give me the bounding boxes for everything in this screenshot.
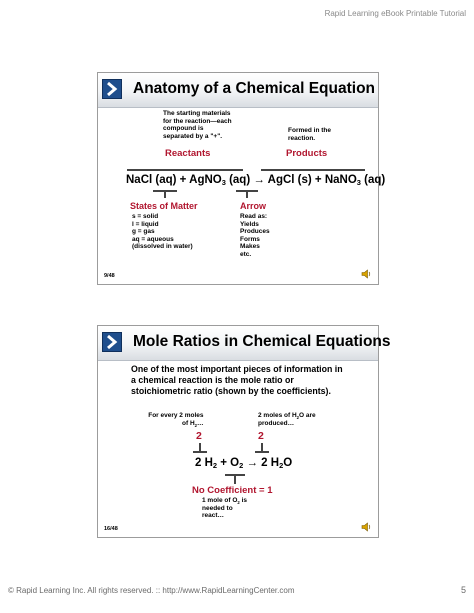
arrow-symbol: → [243,457,262,469]
eq-part: NaCl (aq) + AgNO [126,174,222,186]
footer-page-number: 5 [460,585,466,595]
slide-title: Anatomy of a Chemical Equation [133,80,376,97]
list-item: l = liquid [132,220,159,228]
slide-anatomy [97,72,386,285]
chemical-equation [126,174,385,186]
reactants-label: Reactants [165,148,211,159]
right-pointer-bar [255,451,269,453]
slide-body-text [131,364,343,397]
note-line [258,412,316,420]
list-item: Produces [240,228,270,235]
body-line: stoichiometric ratio (shown by the coefficients). [131,386,331,396]
list-item: Read as: [240,213,268,220]
list-item: etc. [240,250,252,258]
reactants-bracket [127,169,243,171]
note-line: react… [202,512,225,519]
no-coefficient-note [202,497,247,520]
eq-subscript: 2 [212,461,218,470]
eq-subscript: 3 [356,178,361,187]
note-text: 2 moles of H [258,412,297,419]
reactants-note [163,110,232,140]
slide-title-bar [98,326,391,361]
right-note [258,412,316,427]
eq-part: + O [217,457,240,469]
note-text: of H [182,419,195,427]
note-line: Formed in the [288,127,331,134]
eq-part: 2 H [195,457,213,469]
chevron-right-icon [102,332,122,352]
states-list [132,213,193,251]
slide-title: Mole Ratios in Chemical Equations [133,333,391,350]
body-line: a chemical reaction is the mole ratio or [131,375,294,385]
eq-part: (aq) [225,174,254,186]
products-label: Products [286,148,328,159]
list-item: aq = aqueous [132,235,174,243]
note-line: produced… [258,419,295,427]
products-note [288,127,331,142]
eq-part: 2 H [261,457,280,469]
chevron-right-icon [102,79,122,99]
arrow-list [240,213,270,258]
arrow-pointer-stem [246,190,248,198]
note-line: needed to [202,504,233,512]
mole-equation [195,457,292,469]
note-text: … [197,419,204,427]
note-line [202,497,247,505]
arrow-label: Arrow [240,201,267,211]
left-pointer-bar [193,451,207,453]
note-text: O are [299,412,316,419]
list-item: Yields [240,220,259,228]
body-line: One of the most important pieces of information in [131,364,343,374]
speaker-icon[interactable] [361,522,372,532]
slide-number: 9/48 [104,273,115,279]
states-pointer-stem [164,190,166,198]
list-item: (dissolved in water) [132,243,193,250]
note-line: compound is [163,125,204,132]
eq-subscript: 2 [279,461,284,470]
note-subscript: 2 [237,500,240,505]
slide-title-bar [98,73,378,108]
eq-subscript: 3 [221,178,226,187]
note-line: reaction. [288,134,316,142]
arrow-symbol: → [253,174,265,186]
note-line: separated by a "+". [163,132,223,140]
note-line: The starting materials [163,110,231,117]
page-header: Rapid Learning eBook Printable Tutorial [324,9,466,18]
products-bracket [261,169,365,171]
note-text: is [239,497,247,504]
note-line [144,420,204,428]
note-subscript: 2 [296,415,300,420]
coefficient-right: 2 [258,430,264,442]
list-item: Makes [240,243,260,250]
note-line: For every 2 moles [148,412,204,419]
o2-pointer-stem [234,474,236,484]
coefficient-left: 2 [196,430,202,442]
list-item: Forms [240,235,260,243]
eq-part: (aq) [360,174,386,186]
states-label: States of Matter [130,201,198,211]
list-item: s = solid [132,213,159,220]
slide-mole-ratios [97,325,391,538]
note-subscript: 2 [194,422,197,428]
left-note [144,412,204,427]
eq-part: O [283,457,293,469]
list-item: g = gas [132,228,155,235]
note-line: for the reaction—each [163,117,232,125]
slide-number: 16/48 [104,526,118,532]
no-coefficient-label: No Coefficient = 1 [192,485,273,496]
speaker-icon[interactable] [361,269,372,279]
eq-subscript: 2 [239,461,244,470]
note-text: 1 mole of O [202,497,238,504]
eq-part: AgCl (s) + NaNO [264,174,357,186]
footer-copyright: © Rapid Learning Inc. All rights reserved. :: http://www.RapidLearningCenter.com [8,586,295,595]
